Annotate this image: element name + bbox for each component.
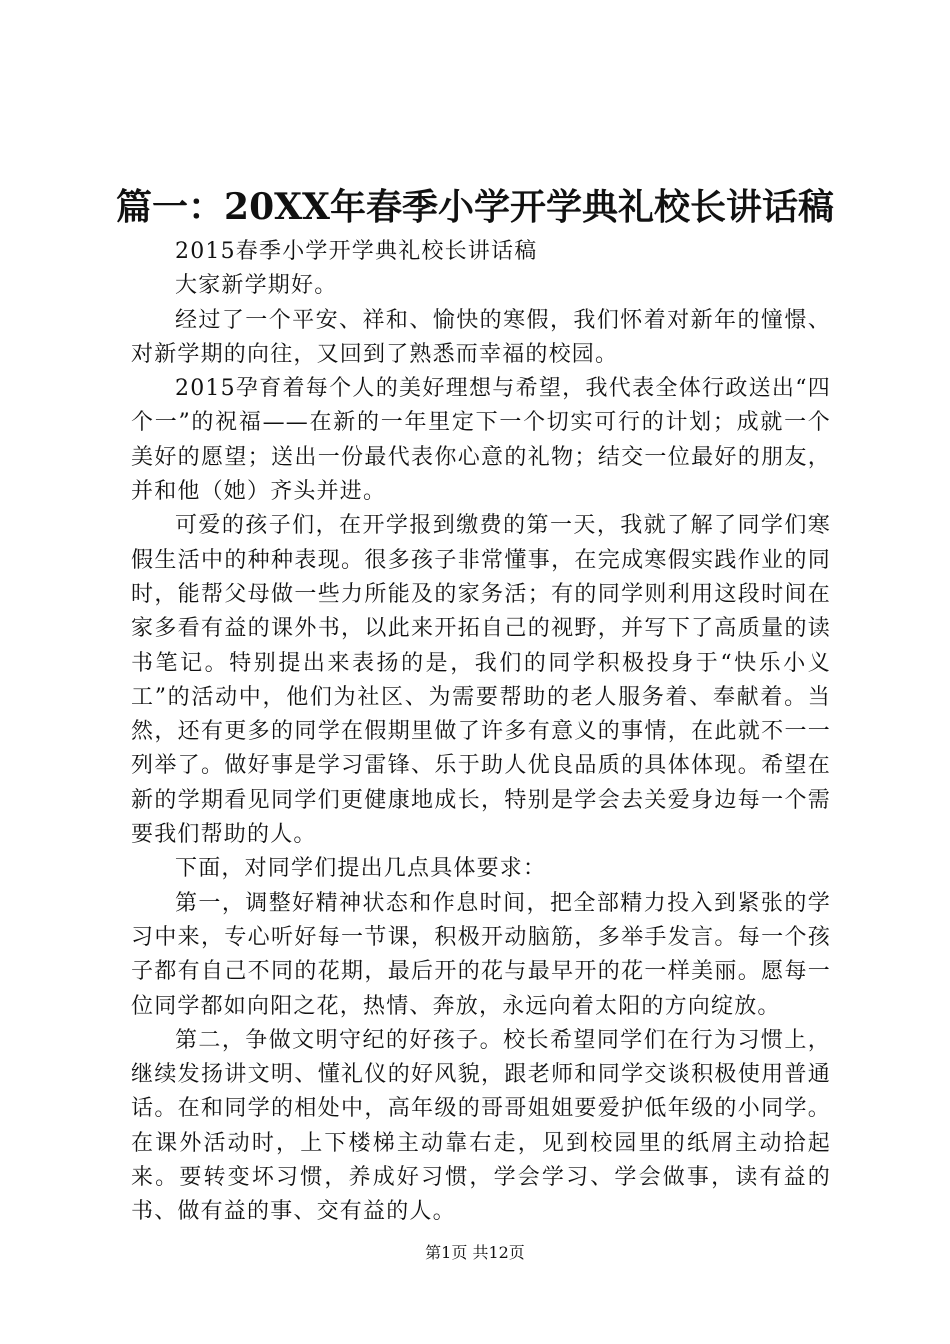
paragraph: 第二，争做文明守纪的好孩子。校长希望同学们在行为习惯上，继续发扬讲文明、懂礼仪的好风貌，跟老师和同学交谈积极使用普通话。在和同学的相处中，高年级的哥哥姐姐要爱护低年级的小同学。在课外活动时，上下楼梯主动靠右走，见到校园里的纸屑主动拾起来。要转变坏习惯，养成好习惯，学会学习、学会做事，读有益的书、做有益的事、交有益的人。: [131, 1027, 831, 1225]
paragraph: 2015孕育着每个人的美好理想与希望，我代表全体行政送出“四个一”的祝福——在新的一年里定下一个切实可行的计划；成就一个美好的愿望；送出一份最代表你心意的礼物；结交一位最好的朋友，并和他（她）齐头并进。: [131, 376, 831, 505]
paragraph: 第一，调整好精神状态和作息时间，把全部精力投入到紧张的学习中来，专心听好每一节课，积极开动脑筋，多举手发言。每一个孩子都有自己不同的花期，最后开的花与最早开的花一样美丽。愿每一位同学都如向阳之花，热情、奔放，永远向着太阳的方向绽放。: [131, 890, 831, 1019]
paragraph: 下面，对同学们提出几点具体要求：: [175, 856, 547, 882]
paragraph: 可爱的孩子们，在开学报到缴费的第一天，我就了解了同学们寒假生活中的种种表现。很多孩子非常懂事，在完成寒假实践作业的同时，能帮父母做一些力所能及的家务活；有的同学则利用这段时间在家多看有益的课外书，以此来开拓自己的视野，并写下了高质量的读书笔记。特别提出来表扬的是，我们的同学积极投身于“快乐小义工”的活动中，他们为社区、为需要帮助的老人服务着、奉献着。当然，还有更多的同学在假期里做了许多有意义的事情，在此就不一一列举了。做好事是学习雷锋、乐于助人优良品质的具体体现。希望在新的学期看见同学们更健康地成长，特别是学会去关爱身边每一个需要我们帮助的人。: [131, 513, 831, 848]
paragraph: 经过了一个平安、祥和、愉快的寒假，我们怀着对新年的憧憬、对新学期的向往，又回到了熟悉而幸福的校园。: [131, 307, 831, 367]
paragraph-greeting: 大家新学期好。: [175, 273, 338, 299]
document-title: 篇一：20XX年春季小学开学典礼校长讲话稿: [116, 186, 834, 228]
document-body: [131, 235, 831, 1230]
paragraph-subtitle: 2015春季小学开学典礼校长讲话稿: [175, 239, 538, 264]
page-number-footer: 第1页 共12页: [425, 1243, 525, 1262]
